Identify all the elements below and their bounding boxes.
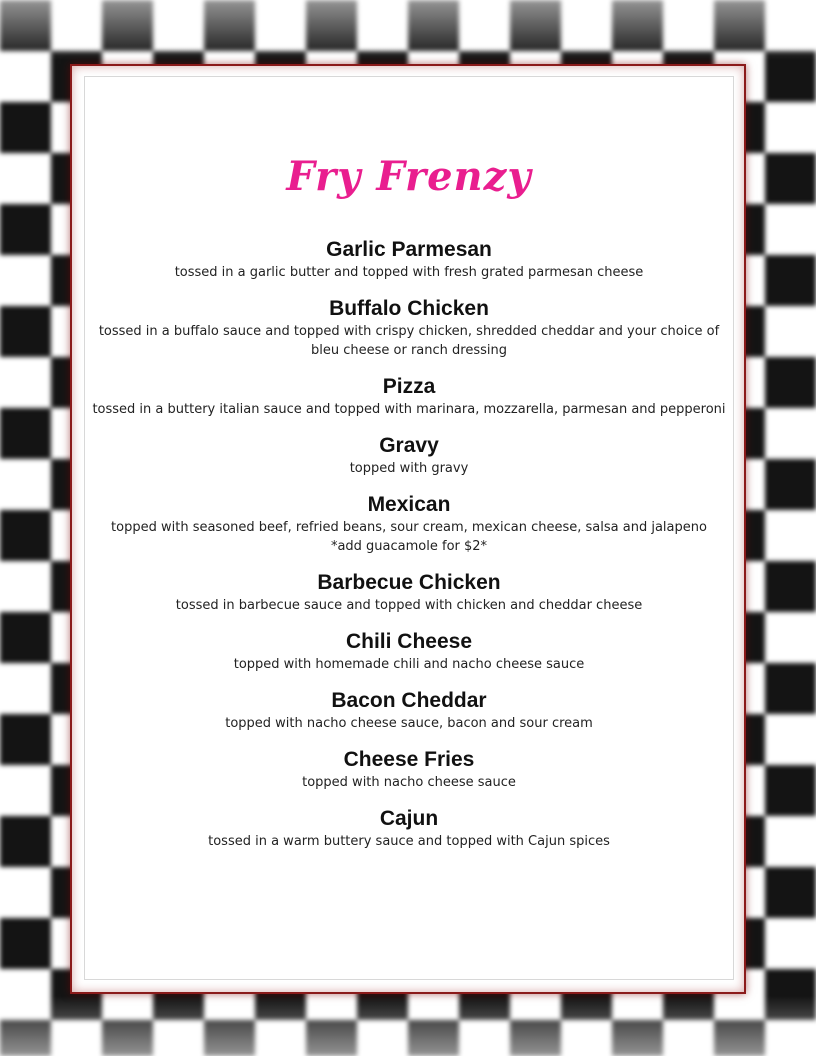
menu-item-garlic-parmesan <box>85 237 733 282</box>
menu-item-name: Mexican <box>367 493 451 516</box>
menu-frame <box>70 64 746 994</box>
menu-item-description: tossed in a buttery italian sauce and topped with marinara, mozzarella, parmesan and pepperoni <box>92 402 726 417</box>
menu-item-description: tossed in a buffalo sauce and topped with crispy chicken, shredded cheddar and your choice of bleu cheese or ranch dressing <box>98 324 720 358</box>
menu-panel <box>84 76 734 980</box>
menu-item-name: Buffalo Chicken <box>329 297 489 320</box>
menu-item-name: Bacon Cheddar <box>331 689 487 712</box>
menu-item-description: topped with nacho cheese sauce, bacon and sour cream <box>225 716 593 731</box>
menu-item-description: topped with homemade chili and nacho cheese sauce <box>233 657 585 672</box>
menu-item-cheese-fries <box>85 747 733 792</box>
menu-item-pizza <box>85 374 733 419</box>
menu-item-list <box>85 237 733 865</box>
menu-item-name: Cajun <box>379 807 439 830</box>
menu-item-name: Barbecue Chicken <box>317 571 501 594</box>
menu-item-name: Cheese Fries <box>343 748 475 771</box>
menu-title: Fry Frenzy <box>286 153 532 200</box>
menu-item-cajun <box>85 806 733 851</box>
menu-item-description: topped with gravy <box>349 461 469 476</box>
menu-item-description: tossed in a warm buttery sauce and topped with Cajun spices <box>208 834 610 849</box>
menu-item-description: tossed in a garlic butter and topped with fresh grated parmesan cheese <box>174 265 644 280</box>
menu-item-bacon-cheddar <box>85 688 733 733</box>
menu-item-name: Pizza <box>382 375 436 398</box>
menu-item-description: topped with seasoned beef, refried beans, sour cream, mexican cheese, salsa and jalapeno <box>111 520 707 535</box>
menu-item-barbecue-chicken <box>85 570 733 615</box>
menu-item-name: Gravy <box>379 434 439 457</box>
menu-item-chili-cheese <box>85 629 733 674</box>
menu-item-gravy <box>85 433 733 478</box>
menu-item-description: topped with nacho cheese sauce <box>302 775 516 790</box>
menu-item-buffalo-chicken <box>85 296 733 360</box>
menu-item-name: Garlic Parmesan <box>326 238 492 261</box>
menu-item-mexican <box>85 492 733 556</box>
menu-item-name: Chili Cheese <box>345 630 473 653</box>
menu-item-description: tossed in barbecue sauce and topped with chicken and cheddar cheese <box>175 598 643 613</box>
menu-item-addon-note: *add guacamole for $2* <box>330 539 488 554</box>
